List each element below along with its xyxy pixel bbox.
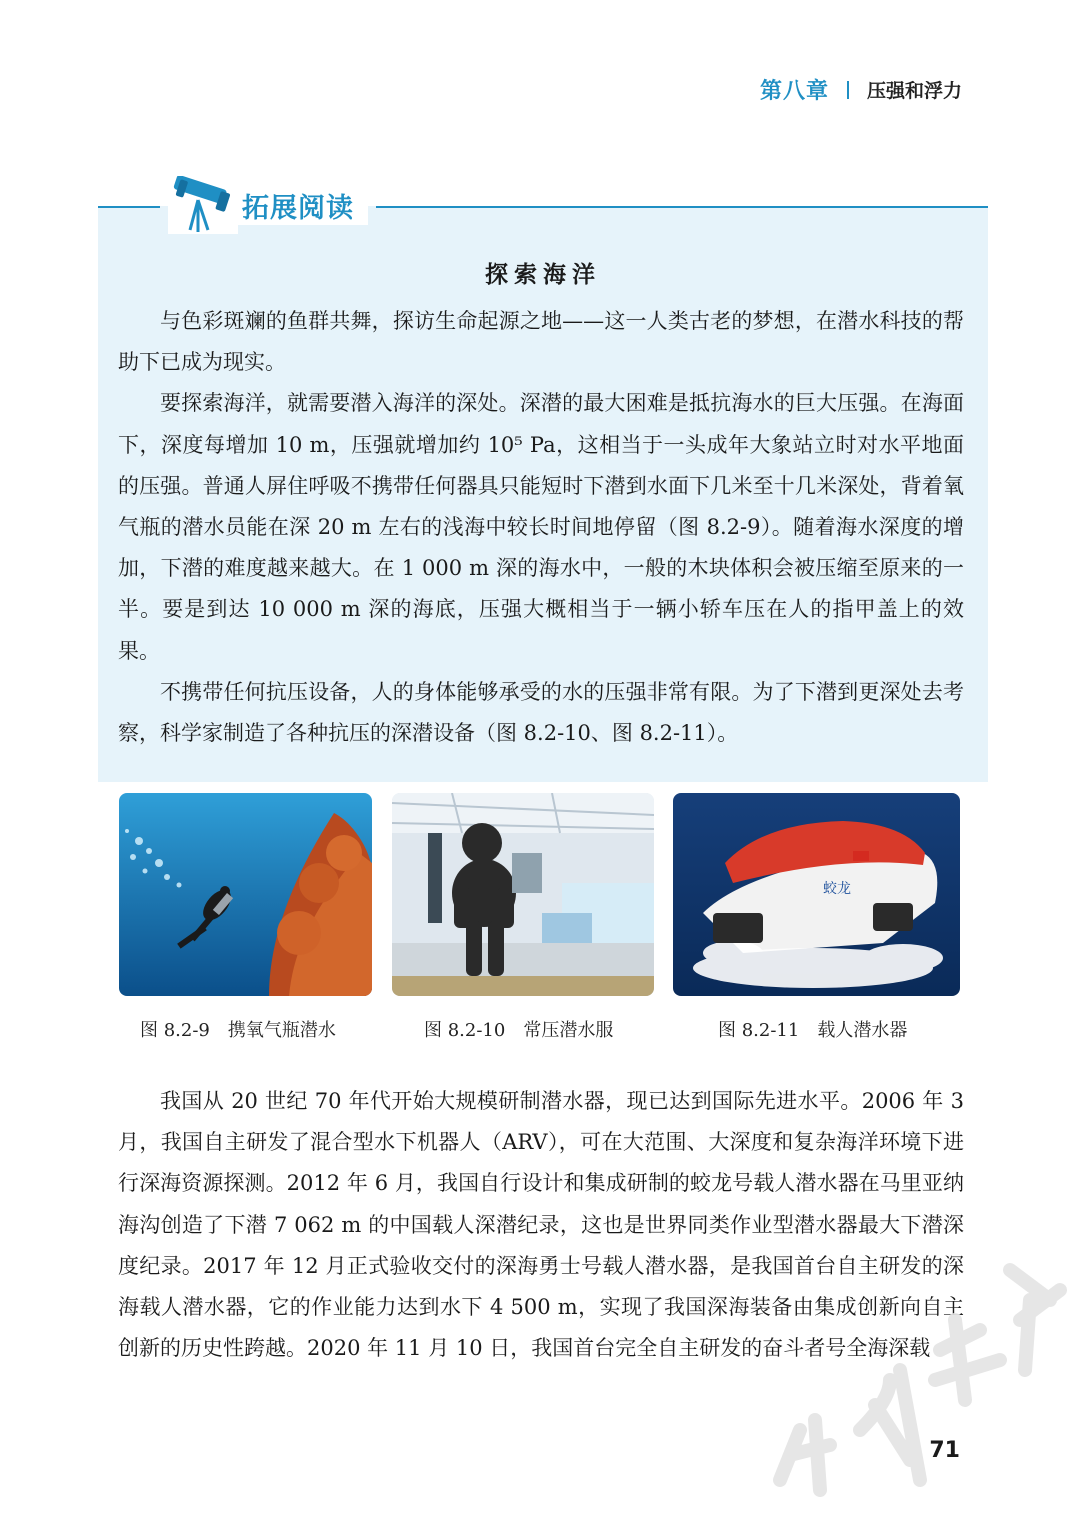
article-title: 探索海洋 xyxy=(485,262,601,288)
chapter-number: 第八章 xyxy=(759,79,829,104)
paragraph: 我国从 20 世纪 70 年代开始大规模研制潜水器，现已达到国际先进水平。2006 年 3 月，我国自主研发了混合型水下机器人（ARV），可在大范围、大深度和复杂海洋环境下进行深海资源探测。2012 年 6 月，我国自行设计和集成研制的蛟龙号载人潜水器在马里亚纳海沟创造了下潜 7 062 m 的中国载人深潜纪录，这也是世界同类作业型潜水器最大下潜深度纪录。2017 年 12 月正式验收交付的深海勇士号载人潜水器，是我国首台自主研发的深海载人潜水器，它的作业能力达到水下 4 500 m，实现了我国深海装备由集成创新向自主创新的历史性跨越。2020 年 11 月 10 日，我国首台完全自主研发的奋斗者号全海深载 xyxy=(118,1089,964,1361)
section-rule-right xyxy=(376,206,988,208)
section-label: 拓展阅读 xyxy=(236,186,368,225)
hull-label: 蛟龙 xyxy=(823,881,851,897)
chapter-header xyxy=(760,74,962,105)
figure-caption: 图 8.2-10 常压潜水服 xyxy=(424,1020,614,1041)
figure-caption: 图 8.2-9 携氧气瓶潜水 xyxy=(140,1020,336,1041)
chapter-title: 压强和浮力 xyxy=(866,80,962,102)
paragraph: 不携带任何抗压设备，人的身体能够承受的水的压强非常有限。为了下潜到更深处去考察，科学家制造了各种抗压的深潜设备（图 8.2-10、图 8.2-11）。 xyxy=(118,679,964,746)
diving-suit-photo xyxy=(392,793,654,996)
paragraph: 要探索海洋，就需要潜入海洋的深处。深潜的最大困难是抵抗海水的巨大压强。在海面下，深度每增加 10 m，压强就增加约 10⁵ Pa，这相当于一头成年大象站立时对水平地面的压强。普通人屏住呼吸不携带任何器具只能短时下潜到水面下几米至十几米深处，背着氧气瓶的潜水员能在深 20 m 左右的浅海中较长时间地停留（图 8.2-9）。随着海水深度的增加，下潜的难度越来越大。在 1 000 m 深的海水中，一般的木块体积会被压缩至原来的一半。要是到达 10 000 m 深的海底，压强大概相当于一辆小轿车压在人的指甲盖上的效果。 xyxy=(118,391,964,663)
paragraph: 与色彩斑斓的鱼群共舞，探访生命起源之地——这一人类古老的梦想，在潜水科技的帮助下已成为现实。 xyxy=(118,309,964,375)
submersible-photo xyxy=(673,793,960,996)
page-number: 71 xyxy=(929,1438,960,1463)
header-divider xyxy=(847,81,849,99)
body-continued xyxy=(118,1081,964,1369)
telescope-icon xyxy=(168,176,238,234)
section-rule-left xyxy=(98,206,160,208)
diver-photo xyxy=(119,793,372,996)
figure-caption: 图 8.2-11 载人潜水器 xyxy=(718,1020,908,1041)
article-body xyxy=(118,301,964,754)
